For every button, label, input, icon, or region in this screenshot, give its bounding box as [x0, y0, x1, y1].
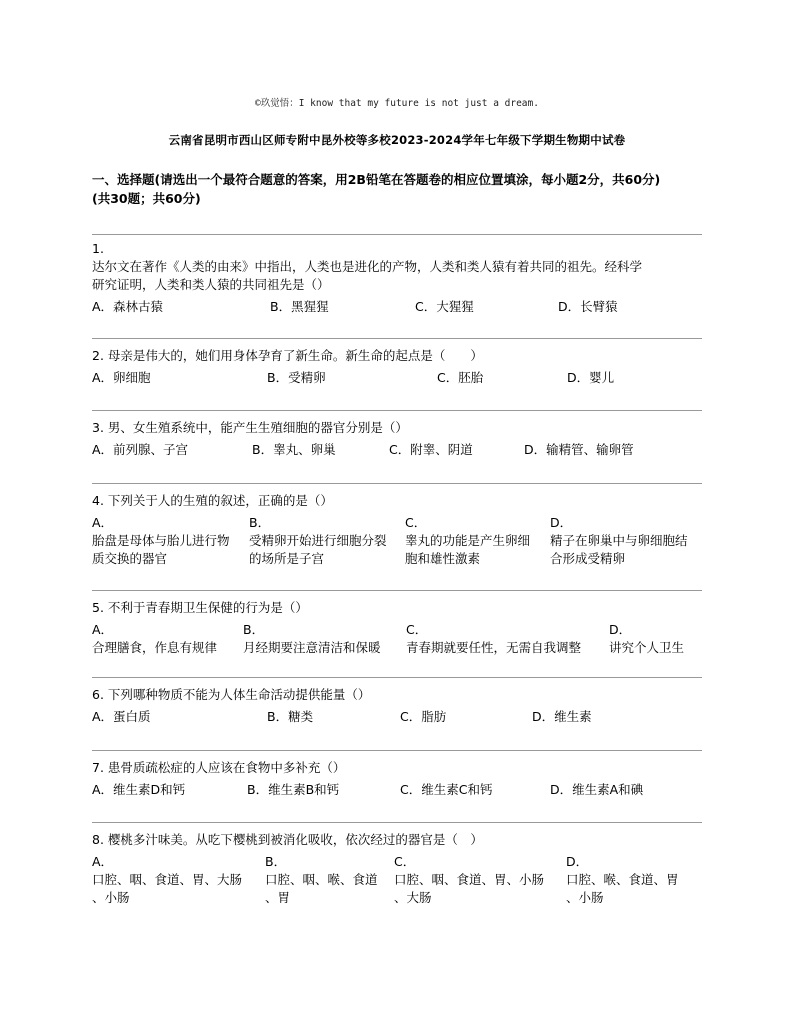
option-a[interactable]: A． 口腔、咽、食道、胃、大肠 、小肠: [92, 854, 243, 905]
question-stem: 5. 不利于青春期卫生保健的行为是（）: [92, 600, 308, 615]
options-row: [92, 781, 702, 801]
option-c[interactable]: C． 青春期就要任性，无需自我调整: [406, 622, 582, 655]
question-5: [92, 590, 702, 661]
question-divider: [92, 750, 702, 751]
option-a[interactable]: A． 合理膳食，作息有规律: [92, 622, 218, 655]
option-c[interactable]: C．脂肪: [400, 709, 447, 724]
question-stem: 1. 达尔文在著作《人类的由来》中指出，人类也是进化的产物，人类和类人猿有着共同的祖先。经科学 研究证明，人类和类人猿的共同祖先是（）: [92, 240, 702, 294]
question-2: [92, 338, 702, 389]
option-c[interactable]: C．维生素C和钙: [400, 782, 493, 797]
options-row: [92, 708, 702, 728]
option-c[interactable]: C． 睾丸的功能是产生卵细 胞和雄性激素: [405, 515, 531, 566]
option-c[interactable]: C．附睾、阴道: [389, 442, 473, 457]
option-d[interactable]: D．婴儿: [567, 370, 615, 385]
options-row: [92, 441, 702, 461]
option-b[interactable]: B． 口腔、咽、喉、食道 、胃: [265, 854, 378, 905]
option-b[interactable]: B．黑猩猩: [270, 299, 329, 314]
options-row: [92, 369, 702, 389]
options-columns: [92, 621, 702, 661]
question-divider: [92, 234, 702, 235]
option-c[interactable]: C．胚胎: [437, 370, 484, 385]
option-a[interactable]: A．卵细胞: [92, 370, 151, 385]
options-columns: [92, 514, 702, 572]
question-7: [92, 750, 702, 801]
option-c[interactable]: C． 口腔、咽、食道、胃、小肠 、大肠: [394, 854, 545, 905]
header-note: ©玖觉悟：I know that my future is not just a dream.: [255, 98, 539, 109]
option-d[interactable]: D．维生素A和碘: [550, 782, 644, 797]
options-columns: [92, 853, 702, 911]
question-4: [92, 483, 702, 572]
question-stem: 3. 男、女生殖系统中，能产生生殖细胞的器官分别是（）: [92, 420, 408, 435]
question-divider: [92, 338, 702, 339]
question-stem: 2. 母亲是伟大的，她们用身体孕育了新生命。新生命的起点是（ ）: [92, 348, 483, 363]
option-d[interactable]: D．输精管、输卵管: [524, 442, 634, 457]
question-divider: [92, 590, 702, 591]
document-title: 云南省昆明市西山区师专附中昆外校等多校2023-2024学年七年级下学期生物期中试卷: [168, 133, 626, 147]
question-3: [92, 410, 702, 461]
question-number: 1.: [92, 241, 104, 256]
option-b[interactable]: B．糖类: [267, 709, 314, 724]
option-a[interactable]: A．维生素D和钙: [92, 782, 186, 797]
option-d[interactable]: D．长臂猿: [558, 299, 618, 314]
section-instructions: 一、选择题(请选出一个最符合题意的答案，用2B铅笔在答题卷的相应位置填涂，每小题2分，共60分): [92, 172, 661, 187]
option-b[interactable]: B． 月经期要注意清洁和保暖: [243, 622, 381, 655]
option-a[interactable]: A．蛋白质: [92, 709, 151, 724]
option-d[interactable]: D． 口腔、喉、食道、胃 、小肠: [566, 854, 679, 905]
question-stem: 7. 患骨质疏松症的人应该在食物中多补充（）: [92, 760, 346, 775]
option-b[interactable]: B．维生素B和钙: [247, 782, 340, 797]
option-a[interactable]: A．森林古猿: [92, 299, 164, 314]
option-b[interactable]: B．睾丸、卵巢: [252, 442, 336, 457]
option-a[interactable]: A．前列腺、子宫: [92, 442, 189, 457]
question-divider: [92, 822, 702, 823]
question-stem: 8. 樱桃多汁味美。从吃下樱桃到被消化吸收，依次经过的器官是（ ）: [92, 832, 483, 847]
question-8: [92, 822, 702, 911]
section-heading: [92, 170, 712, 208]
options-row: [92, 298, 702, 318]
option-b[interactable]: B．受精卵: [267, 370, 326, 385]
option-d[interactable]: D．维生素: [532, 709, 592, 724]
question-divider: [92, 410, 702, 411]
option-c[interactable]: C．大猩猩: [415, 299, 474, 314]
question-1: [92, 234, 702, 318]
option-b[interactable]: B． 受精卵开始进行细胞分裂 的场所是子宫: [249, 515, 387, 566]
option-d[interactable]: D． 讲究个人卫生: [609, 622, 685, 655]
question-divider: [92, 677, 702, 678]
option-d[interactable]: D． 精子在卵巢中与卵细胞结 合形成受精卵: [550, 515, 688, 566]
option-a[interactable]: A． 胎盘是母体与胎儿进行物 质交换的器官: [92, 515, 230, 566]
question-6: [92, 677, 702, 728]
section-count: (共30题；共60分): [92, 191, 201, 206]
question-stem: 4. 下列关于人的生殖的叙述，正确的是（）: [92, 493, 333, 508]
question-stem: 6. 下列哪种物质不能为人体生命活动提供能量（）: [92, 687, 371, 702]
question-divider: [92, 483, 702, 484]
